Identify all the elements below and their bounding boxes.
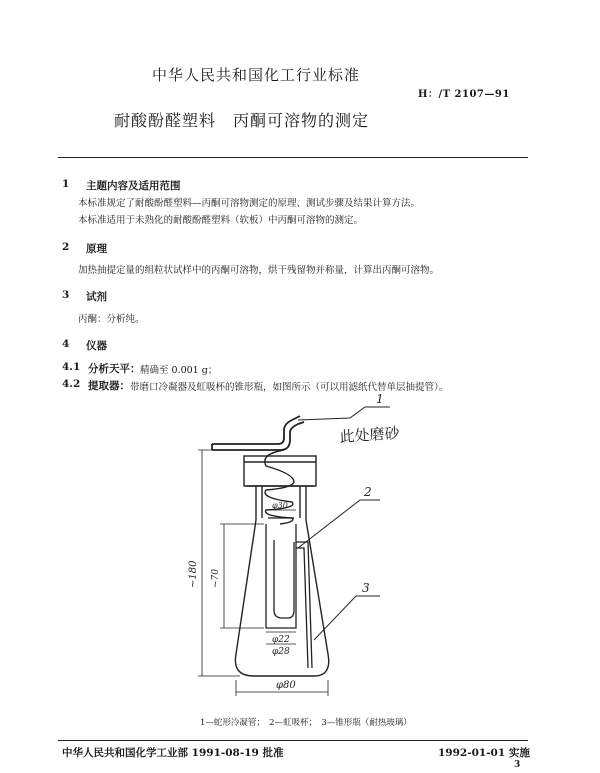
document-title: 耐酸酚醛塑料 丙酮可溶物的测定 [114,111,370,130]
standard-code: H：/T 2107—91 [418,89,510,100]
dimension-30: φ30 [272,501,288,510]
item-4-2-label: 提取器： [88,380,130,392]
item-4-2-number: 4.2 [62,378,81,390]
section-3-number: 3 [62,289,70,301]
dimension-22: φ22 [272,635,290,645]
section-1-title: 主题内容及适用范围 [86,180,181,192]
section-2-para-1: 加热抽提定量的组粒状试样中的丙酮可溶物，烘干残留物并称量，计算出丙酮可溶物。 [78,265,440,276]
item-4-1-text: 精确至 0.001 g； [140,365,218,376]
section-2-title: 原理 [86,243,107,255]
callout-1-leader [298,407,390,420]
dimension-80: φ80 [276,680,296,691]
coil-condenser [265,450,294,524]
callout-3-leader [314,596,380,640]
dimension-180: ~180 [188,560,199,588]
callout-2-leader [298,500,380,548]
callout-1: 1 [376,392,384,406]
section-1-para-1: 本标准规定了耐酸酚醛塑料—丙酮可溶物测定的原理、测试步骤及结果计算方法。 [78,198,421,209]
standard-org-title: 中华人民共和国化工行业标准 [152,66,361,84]
section-1-para-2: 本标准适用于未熟化的耐酸酚醛塑料（软板）中丙酮可溶物的测定。 [78,215,364,226]
dimension-28: φ28 [272,647,290,657]
item-4-1-number: 4.1 [62,361,81,373]
section-3-title: 试剂 [86,291,107,303]
ground-joint-note: 此处磨砂 [339,423,401,446]
effective-date: 1992-01-01 实施 [438,747,530,759]
section-4-number: 4 [62,338,70,350]
header-rule [58,157,528,158]
dimension-70: ~70 [211,569,221,588]
callout-3: 3 [362,581,370,595]
section-2-number: 2 [62,241,70,253]
item-4-1-label: 分析天平： [88,363,141,375]
page-number: 3 [514,760,521,770]
footer-rule [58,740,528,741]
siphon-tube [296,542,312,668]
extractor-figure [180,392,460,712]
section-4-title: 仪器 [86,340,107,352]
approval-line: 中华人民共和国化学工业部 1991-08-19 批准 [62,747,284,759]
siphon-cup [266,518,296,628]
figure-caption: 1—蛇形冷凝管； 2—虹吸杯； 3—锥形瓶（耐热玻璃） [200,718,412,728]
condenser-tube [212,416,304,450]
callout-2: 2 [364,485,372,499]
section-3-para-1: 丙酮：分析纯。 [78,314,145,325]
item-4-2-text: 带磨口冷凝器及虹吸杯的锥形瓶，如图所示（可以用滤纸代替单层抽提管）。 [130,382,449,393]
section-1-number: 1 [62,178,70,190]
